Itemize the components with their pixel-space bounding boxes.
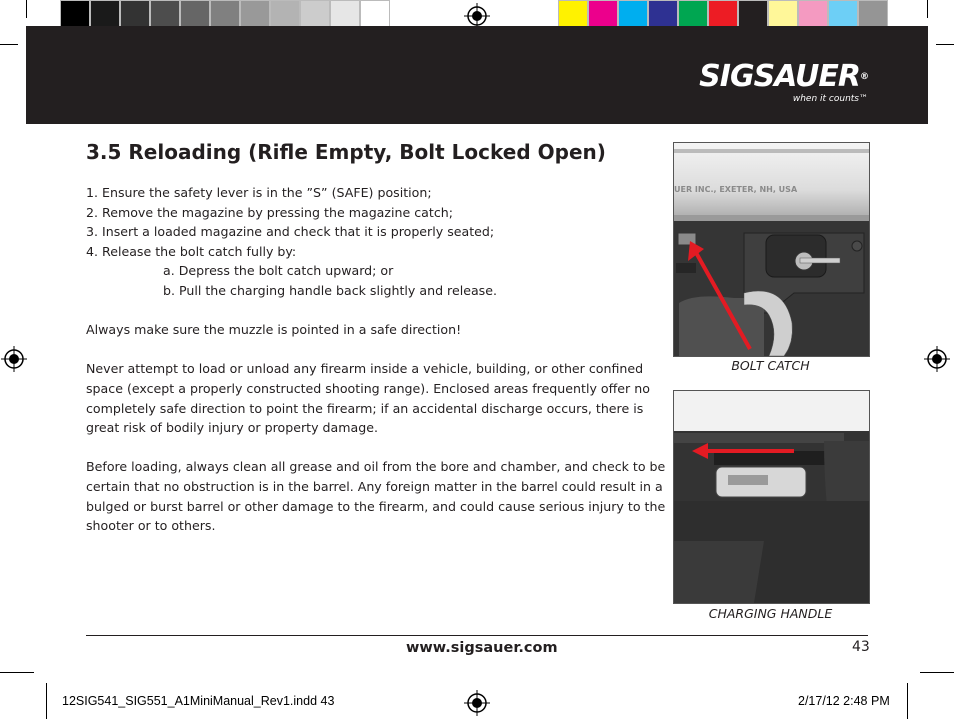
receiver-engraving: UER INC., EXETER, NH, USA [674, 185, 798, 194]
crop-mark [920, 672, 954, 673]
muzzle-warning: Always make sure the muzzle is pointed in a safe direction! [86, 322, 462, 338]
bolt-catch-illustration [674, 143, 869, 356]
crop-mark [907, 683, 908, 719]
charging-handle-illustration [674, 391, 869, 603]
page-number: 43 [852, 639, 870, 655]
step-item: 4. Release the bolt catch fully by: [86, 243, 297, 259]
substep-item: a. Depress the bolt catch upward; or [163, 263, 394, 279]
crop-mark [26, 0, 27, 18]
sigsauer-logo [699, 59, 868, 104]
crop-mark [0, 44, 18, 45]
step-item: 2. Remove the magazine by pressing the magazine catch; [86, 204, 453, 220]
step-item: 3. Insert a loaded magazine and check that it is properly seated; [86, 224, 495, 240]
crop-mark [936, 44, 954, 45]
instructions-body [86, 183, 666, 536]
charging-handle-caption: CHARGING HANDLE [708, 606, 833, 621]
header-band [26, 26, 928, 124]
slug-date: 2/17/12 2:48 PM [798, 694, 890, 708]
step-item: 1. Ensure the safety lever is in the ”S” (SAFE) position; [86, 185, 432, 200]
section-heading: 3.5 Reloading (Rifle Empty, Bolt Locked Open) [86, 140, 606, 164]
website-link[interactable]: www.sigsauer.com [406, 640, 558, 656]
vehicle-warning-paragraph: Never attempt to load or unload any firearm inside a vehicle, building, or other confined space (except a properly constructed shooting range). Enclosed areas frequently offer no completely safe direction to point the firearm; if an accidental discharge occurs, there is great risk of bodily injury or property damage. [86, 361, 650, 436]
logo-tagline: when it counts™ [792, 94, 868, 104]
registration-mark-icon [1, 346, 27, 372]
bolt-catch-photo [673, 142, 870, 357]
crop-mark [0, 672, 34, 673]
logo-brand: SIGSAUER [699, 59, 860, 94]
registration-mark-icon [464, 690, 490, 716]
charging-handle-photo [673, 390, 870, 604]
crop-mark [927, 0, 928, 18]
crop-mark [46, 683, 47, 719]
cleaning-paragraph: Before loading, always clean all grease and oil from the bore and chamber, and check to be certain that no obstruction is in the barrel. Any foreign matter in the barrel could result in a bulged or burst barrel or other damage to the firearm, and could cause serious injury to the shooter or to others. [86, 459, 666, 534]
slug-filename: 12SIG541_SIG551_A1MiniManual_Rev1.indd 43 [62, 694, 335, 708]
substep-item: b. Pull the charging handle back slightly and release. [163, 282, 497, 298]
registration-mark-icon [924, 346, 950, 372]
bolt-catch-caption: BOLT CATCH [731, 358, 810, 373]
logo-registered-mark: ® [860, 72, 868, 82]
footer-rule [86, 635, 868, 636]
